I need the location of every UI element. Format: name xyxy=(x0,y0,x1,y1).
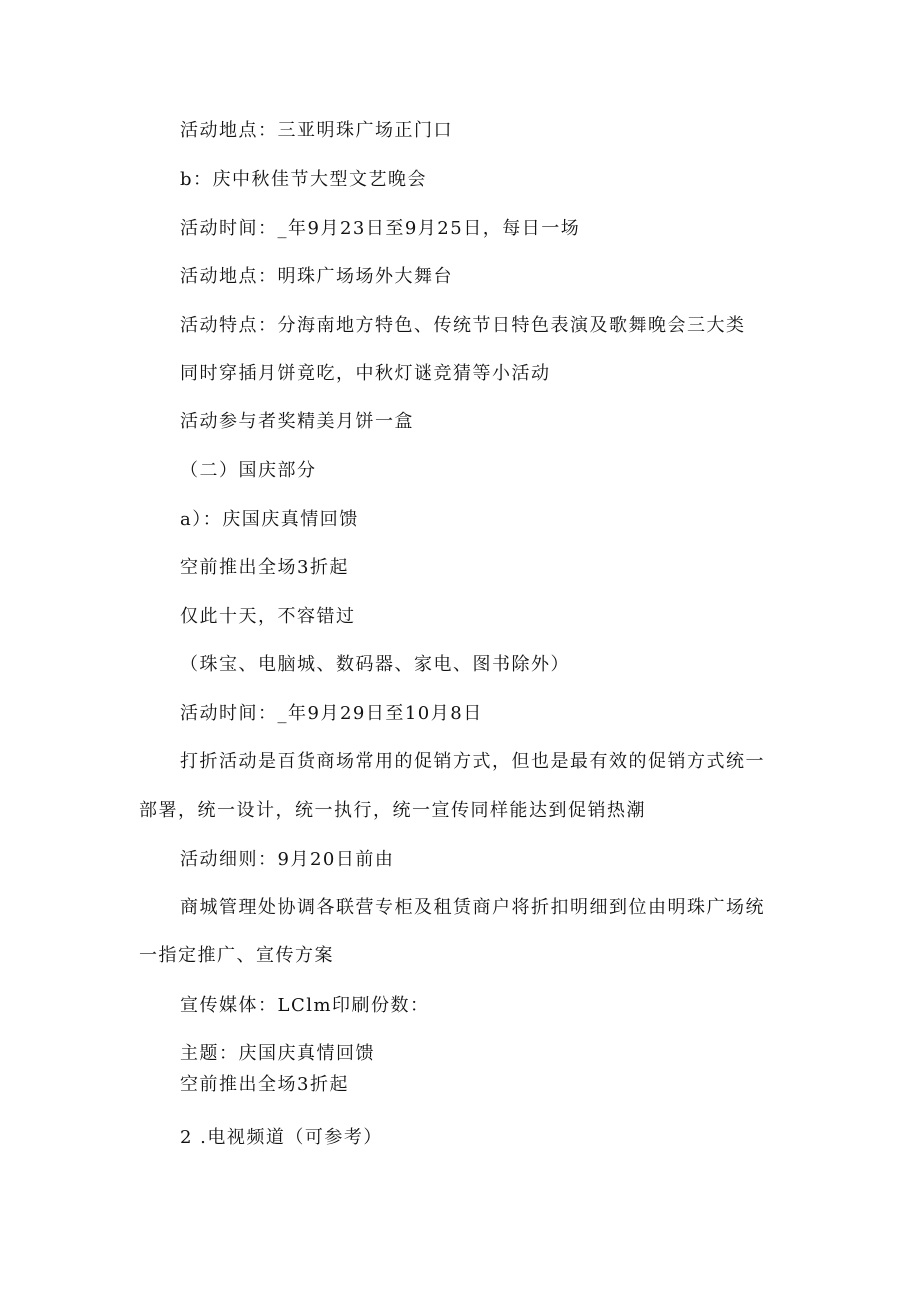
paragraph-line: 商城管理处协调各联营专柜及租赁商户将折扣明细到位由明珠广场统 xyxy=(180,897,765,918)
text-line: a）：庆国庆真情回馈 xyxy=(180,509,359,530)
paragraph-line: 打折活动是百货商场常用的促销方式，但也是最有效的促销方式统一 xyxy=(180,751,765,772)
section-heading: 2 .电视频道（可参考） xyxy=(180,1127,383,1148)
text-line: （珠宝、电脑城、数码器、家电、图书除外） xyxy=(180,654,570,675)
text-line: 活动时间：_年9月23日至9月25日，每日一场 xyxy=(180,218,581,239)
paragraph-line: 一指定推广、宣传方案 xyxy=(139,945,334,966)
paragraph-line: 部署，统一设计，统一执行，统一宣传同样能达到促销热潮 xyxy=(139,800,646,821)
text-line: 同时穿插月饼竟吃，中秋灯谜竞猜等小活动 xyxy=(180,363,551,384)
text-line: b：庆中秋佳节大型文艺晚会 xyxy=(180,169,428,190)
text-line: 活动时间：_年9月29日至10月8日 xyxy=(180,703,483,724)
section-heading: （二）国庆部分 xyxy=(180,460,317,481)
text-line: 活动特点：分海南地方特色、传统节日特色表演及歌舞晚会三大类 xyxy=(180,315,746,336)
text-line: 仅此十天，不容错过 xyxy=(180,606,356,627)
text-line: 活动地点：三亚明珠广场正门口 xyxy=(180,120,453,141)
text-line: 空前推出全场3折起 xyxy=(180,557,349,578)
text-line: 宣传媒体：LClm印刷份数： xyxy=(180,995,430,1016)
text-line: 活动参与者奖精美月饼一盒 xyxy=(180,411,414,432)
text-line: 活动地点：明珠广场场外大舞台 xyxy=(180,266,453,287)
text-line: 主题：庆国庆真情回馈 xyxy=(180,1043,375,1064)
text-line: 活动细则：9月20日前由 xyxy=(180,849,395,870)
text-line: 空前推出全场3折起 xyxy=(180,1074,349,1095)
